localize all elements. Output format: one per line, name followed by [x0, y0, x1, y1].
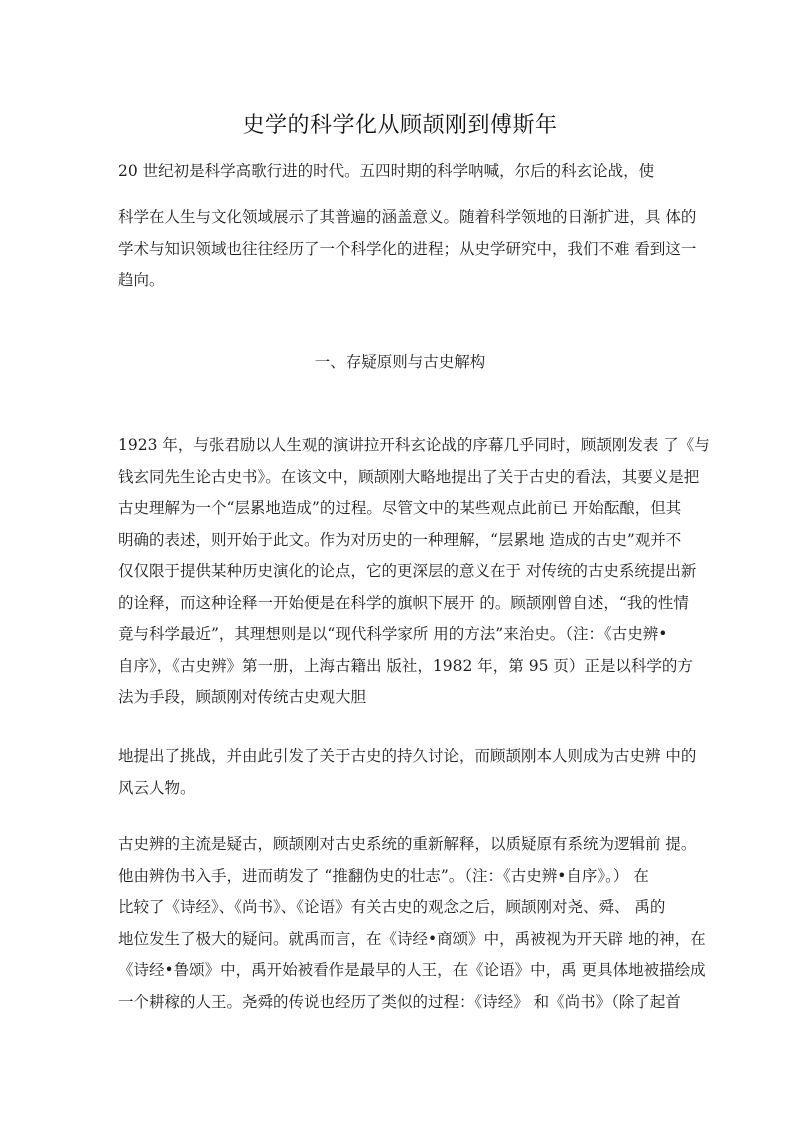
paragraph-1923	[118, 430, 710, 714]
text-line: 地位发生了极大的疑问。就禹而言，在《诗经•商颂》中，禹被视为开天辟 地的神，在	[118, 929, 706, 948]
section-heading: 一、存疑原则与古史解构	[314, 353, 486, 371]
text-line: 他由辨伪书入手，进而萌发了 “推翻伪史的壮志”。（注：《古史辨•自序》。） 在	[118, 866, 649, 885]
text-line: 1923 年，与张君励以人生观的演讲拉开科玄论战的序幕几乎同时，顾颉刚发表 了《与	[118, 436, 710, 454]
text-line: 地提出了挑战，并由此引发了关于古史的持久讨论，而顾颉刚本人则成为古史辨 中的	[118, 747, 697, 765]
text-line: 古史理解为一个“层累地造成”的过程。尽管文中的某些观点此前已 开始酝酿，但其	[118, 499, 682, 517]
text-line: 钱玄同先生论古史书》。在该文中，顾颉刚大略地提出了关于古史的看法，其要义是把	[118, 467, 700, 486]
text-line: 的诠释，而这种诠释一开始便是在科学的旗帜下展开 的。顾颉刚曾自述，“我的性情	[118, 593, 689, 612]
document-title: 史学的科学化从顾颉刚到傅斯年	[242, 113, 558, 138]
text-line: 法为手段，顾颉刚对传统古史观大胆	[118, 688, 367, 706]
text-line: 古史辨的主流是疑古，顾颉刚对古史系统的重新解释，以质疑原有系统为逻辑前 提。	[118, 835, 697, 853]
text-line: 自序》，《古史辨》第一册，上海古籍出 版社，1982 年，第 95 页）正是以科学的方	[118, 656, 693, 675]
intro-paragraph	[118, 202, 697, 297]
text-line: 仅仅限于提供某种历史演化的论点，它的更深层的意义在于 对传统的古史系统提出新	[118, 562, 697, 580]
paragraph-challenge	[118, 741, 697, 804]
text-line: 风云人物。	[118, 778, 196, 797]
paragraph-mainstream	[118, 829, 706, 1018]
text-line: 比较了《诗经》、《尚书》、《论语》有关古史的观念之后，顾颉刚对尧、舜、 禹的	[118, 898, 666, 916]
text-line: 20 世纪初是科学高歌行进的时代。五四时期的科学呐喊，尔后的科玄论战，使	[118, 162, 655, 180]
text-line: 趋向。	[118, 271, 165, 289]
text-line: 明确的表述，则开始于此文。作为对历史的一种理解，“层累地 造成的古史”观并不	[118, 530, 682, 549]
text-line: 竟与科学最近”，其理想则是以“现代科学家所 用的方法”来治史。（注：《古史辨•	[118, 625, 668, 643]
text-line: 《诗经•鲁颂》中，禹开始被看作是最早的人王，在《论语》中，禹 更具体地被描绘成	[118, 961, 706, 979]
intro-line	[118, 156, 684, 188]
text-line: 科学在人生与文化领域展示了其普遍的涵盖意义。随着科学领地的日渐扩进，具 体的	[118, 208, 697, 226]
text-line: 一个耕稼的人王。尧舜的传说也经历了类似的过程：《诗经》 和《尚书》（除了起首	[118, 992, 681, 1011]
text-line: 学术与知识领域也往往经历了一个科学化的进程；从史学研究中，我们不难 看到这一	[118, 239, 697, 258]
